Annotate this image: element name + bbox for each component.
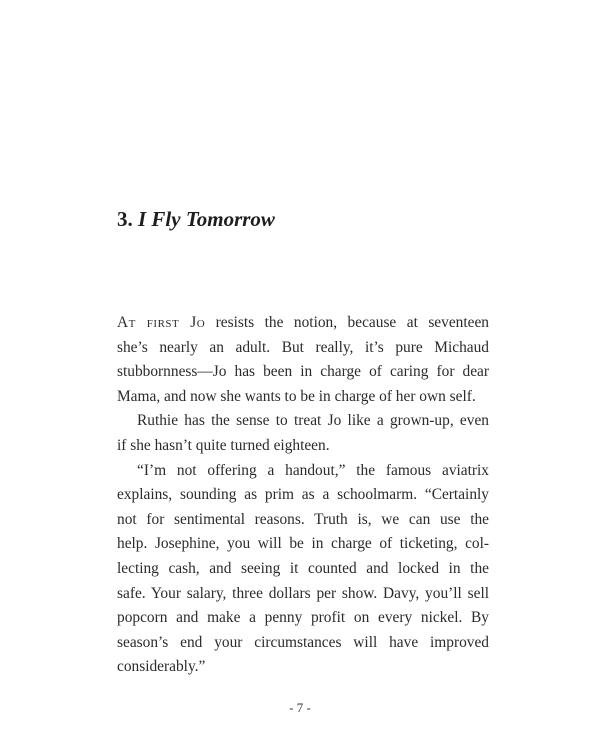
text-line: popcorn and make a penny profit on every nickel. By (117, 609, 489, 627)
page-number: - 7 - (289, 700, 311, 715)
text-line: season’s end your circumstances will have improved (117, 633, 489, 651)
text-line: explains, sounding as prim as a schoolmarm. “Certainly (117, 486, 489, 504)
text-line: Ruthie has the sense to treat Jo like a grown-up, even (137, 412, 489, 430)
text-line: considerably.” (117, 658, 206, 676)
text-line: “I’m not offering a handout,” the famous aviatrix (137, 461, 489, 479)
chapter-number: 3. (117, 207, 133, 231)
text-line: Mama, and now she wants to be in charge of her own self. (117, 387, 476, 405)
text-line: help. Josephine, you will be in charge of ticketing, col- (117, 535, 489, 553)
text-line: At first Jo resists the notion, because at seventeen (117, 314, 489, 331)
chapter-body (117, 311, 489, 680)
paragraph-1 (117, 311, 489, 409)
chapter-heading (117, 207, 275, 232)
text-line: stubbornness—Jo has been in charge of caring for dear (117, 363, 489, 381)
paragraph-2 (117, 409, 489, 458)
chapter-title: I Fly Tomorrow (138, 207, 275, 231)
small-caps-lead: At first Jo (117, 314, 206, 331)
text-line: not for sentimental reasons. Truth is, we can use the (117, 510, 489, 528)
text-line: if she hasn’t quite turned eighteen. (117, 436, 330, 454)
text-line: lecting cash, and seeing it counted and locked in the (117, 559, 489, 577)
paragraph-3 (117, 459, 489, 680)
text-line: safe. Your salary, three dollars per show. Davy, you’ll sell (117, 584, 489, 602)
text-line: she’s nearly an adult. But really, it’s pure Michaud (117, 338, 489, 356)
